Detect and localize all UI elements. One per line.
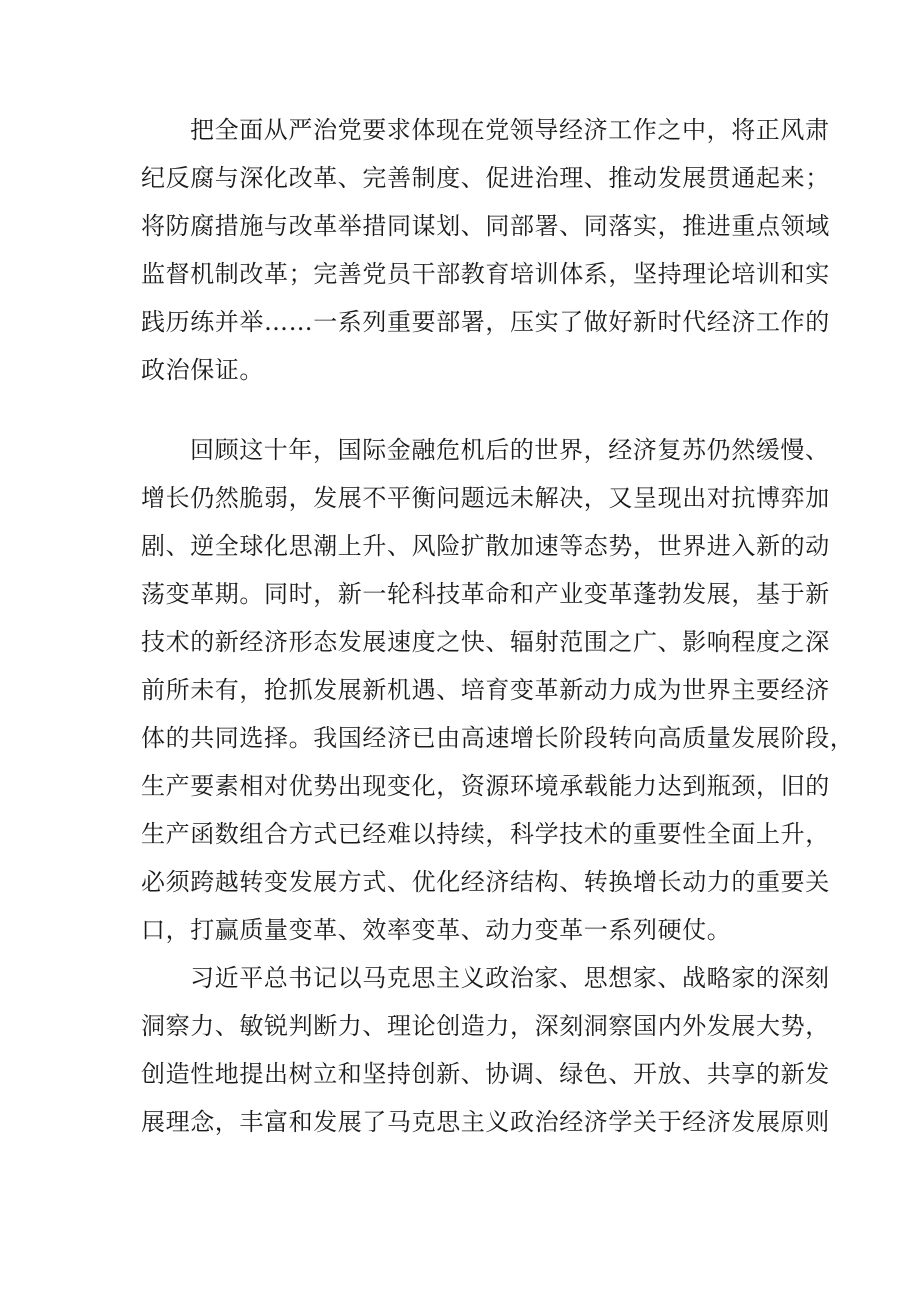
paragraph-line: 技术的新经济形态发展速度之快、辐射范围之广、影响程度之深 — [141, 628, 830, 656]
paragraph-line: 创造性地提出树立和坚持创新、协调、绿色、开放、共享的新发 — [141, 1060, 830, 1088]
paragraph-line: 习近平总书记以马克思主义政治家、思想家、战略家的深刻 — [190, 964, 830, 992]
paragraph-line: 将防腐措施与改革举措同谋划、同部署、同落实，推进重点领域 — [141, 212, 830, 240]
paragraph-line: 践历练并举……一系列重要部署，压实了做好新时代经济工作的 — [141, 308, 830, 336]
paragraph-line: 荡变革期。同时，新一轮科技革命和产业变革蓬勃发展，基于新 — [141, 580, 830, 608]
paragraph-line: 体的共同选择。我国经济已由高速增长阶段转向高质量发展阶段， — [141, 724, 855, 752]
paragraph-line: 纪反腐与深化改革、完善制度、促进治理、推动发展贯通起来； — [141, 164, 830, 192]
paragraph-line: 剧、逆全球化思潮上升、风险扩散加速等态势，世界进入新的动 — [141, 532, 830, 560]
paragraph-line: 回顾这十年，国际金融危机后的世界，经济复苏仍然缓慢、 — [190, 436, 830, 464]
paragraph-line: 增长仍然脆弱，发展不平衡问题远未解决，又呈现出对抗博弈加 — [141, 484, 830, 512]
paragraph-line: 监督机制改革；完善党员干部教育培训体系，坚持理论培训和实 — [141, 260, 830, 288]
paragraph-line: 前所未有，抢抓发展新机遇、培育变革新动力成为世界主要经济 — [141, 676, 830, 704]
paragraph-line: 把全面从严治党要求体现在党领导经济工作之中，将正风肃 — [190, 116, 830, 144]
paragraph-line: 政治保证。 — [141, 356, 264, 384]
paragraph-line: 必须跨越转变发展方式、优化经济结构、转换增长动力的重要关 — [141, 868, 830, 896]
paragraph-line: 展理念，丰富和发展了马克思主义政治经济学关于经济发展原则 — [141, 1108, 830, 1136]
paragraph-line: 生产要素相对优势出现变化，资源环境承载能力达到瓶颈，旧的 — [141, 772, 830, 800]
paragraph-line: 生产函数组合方式已经难以持续，科学技术的重要性全面上升， — [141, 820, 830, 848]
paragraph-line: 洞察力、敏锐判断力、理论创造力，深刻洞察国内外发展大势， — [141, 1012, 830, 1040]
paragraph-line: 口，打赢质量变革、效率变革、动力变革一系列硬仗。 — [141, 916, 732, 944]
